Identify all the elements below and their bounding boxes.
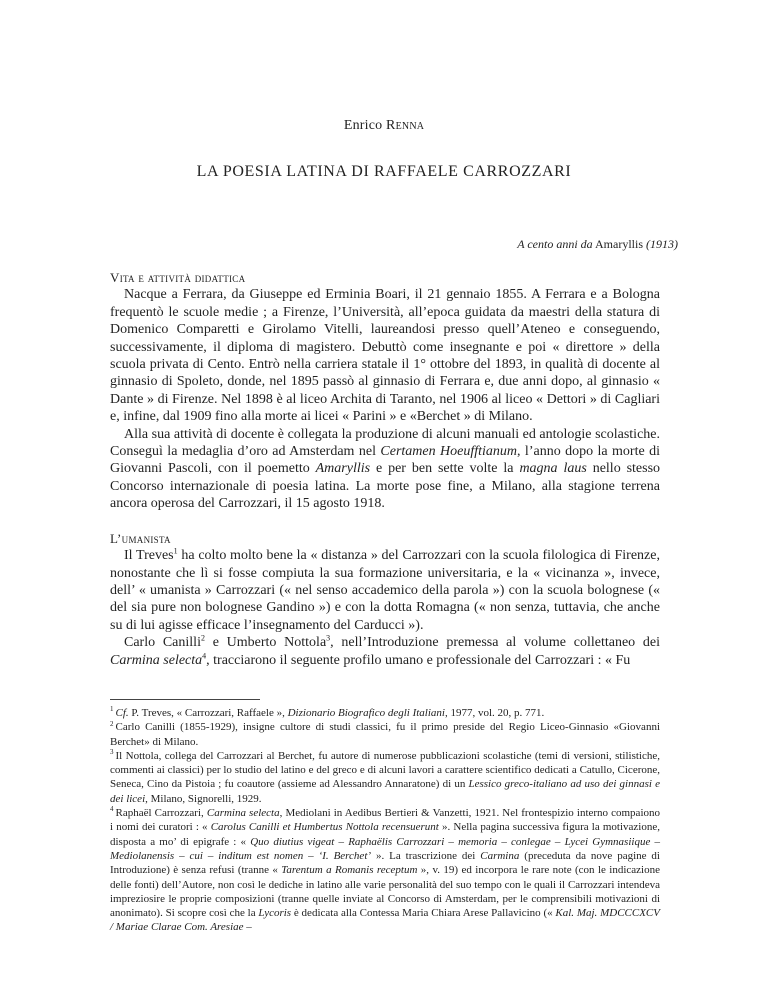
text-span: , Mediolani in Aedibus Bertieri & Vanzetti, 1921. Nel frontespizio interno compaiono i nomi dei curatori : «: [110, 807, 660, 834]
italic-span: Lycoris: [258, 907, 292, 920]
epigraph-prefix: A cento anni da: [517, 237, 593, 251]
italic-amaryllis: Amaryllis: [315, 461, 371, 477]
italic-span: Carmina selecta: [206, 807, 280, 820]
text-span: Alla sua attività di docente è collegata la produzione di alcuni manuali ed antologie scolastiche. Conseguì la medaglia d’oro ad Amsterdam nel: [110, 426, 660, 460]
epigraph-work: Amaryllis: [595, 237, 643, 251]
paragraph-umanista-1: [110, 547, 660, 634]
text-span: , nell’Introduzione premessa al volume collettaneo dei: [330, 635, 661, 651]
footnote-4: [110, 806, 660, 935]
article-title: LA POESIA LATINA DI RAFFAELE CARROZZARI: [196, 163, 572, 180]
footnote-2: [110, 720, 660, 749]
footnote-ref-4[interactable]: 4: [202, 650, 207, 660]
epigraph: [517, 237, 678, 252]
text-span: Carlo Canilli: [124, 635, 201, 651]
footnote-number: 1: [110, 705, 114, 714]
italic-span: Carolus Canilli et Humbertus Nottola recensuerunt: [210, 821, 439, 834]
author-first-name: Enrico: [343, 118, 383, 133]
italic-span: Quo diutius vigeat – Raphaëlis Carrozzari – memoria – conlegae – Lycei Gymnasiique – Mediolanensis – cui – inditum est nomen – ‘I. Berchet’: [110, 835, 660, 862]
footnote-number: 2: [110, 719, 114, 728]
footnotes: [110, 706, 660, 935]
footnote-ref-1[interactable]: 1: [173, 546, 178, 556]
footnote-number: 4: [110, 805, 114, 814]
italic-carmina-selecta: Carmina selecta: [110, 652, 203, 668]
text-span: e Umberto Nottola: [204, 635, 327, 651]
footnote-3: [110, 749, 660, 806]
article-body: [110, 269, 660, 669]
text-span: P. Treves, « Carrozzari, Raffaele »,: [128, 707, 288, 719]
text-span: Il Treves: [124, 548, 174, 564]
text-span: Il Nottola, collega del Carrozzari al Berchet, fu autore di numerose pubblicazioni scolastiche (temi di versioni, stilistiche, commenti ai classici) per lo studio del latino e del greco e di alcuni lavori a carattere scientifico dedicati a Catullo, Cicerone, Seneca, Cino da Pistoia ; fu coautore (assieme ad Alessandro Annaratone) di un: [110, 749, 660, 791]
section-heading-vita: Vita e attività didattica: [110, 270, 246, 285]
text-span: , 1977, vol. 20, p. 771.: [444, 707, 545, 719]
text-span: è dedicata alla Contessa Maria Chiara Arese Pallavicino («: [291, 907, 556, 920]
italic-span: Dizionario Biografico degli Italiani: [287, 707, 445, 719]
italic-magna-laus: magna laus: [519, 461, 587, 477]
text-span: , l’anno dopo la morte di Giovanni Pascoli, con il poemetto: [110, 444, 660, 477]
author-last-name: Renna: [386, 118, 425, 133]
footnote-divider: [110, 699, 260, 700]
italic-certamen: Certamen Hoeufftianum: [380, 444, 518, 460]
text-span: », v. 19) ed incorpora le rare note (con le indicazione delle fonti) dell’Autore, non così le dediche in latino alle varie personalità del suo tempo con le quali il Carrozzari intendeva impreziosire le proprie composizioni (tranne quelle inviate al Concorso di Amsterdam, per le comprensibili motivazioni di anonimato). Si scopre così che la: [110, 864, 660, 920]
footnote-ref-3[interactable]: 3: [326, 633, 331, 643]
text-span: e per ben sette volte la: [375, 461, 514, 477]
epigraph-year: (1913): [646, 237, 678, 251]
text-span: ha colto molto bene la « distanza » del Carrozzari con la scuola filologica di Firenze, nonostante che lì si fosse compiuta la sua formazione universitaria, e la « vicinanza », invece, dell’ « umanista » Carrozzari (« nel senso accademico della parola ») con la scuola bolognese (« del sia pure non bolognese Gandino ») e con la dotta Romagna (« non senza, tuttavia, che anche su di lui agisse efficace l’insegnamento del Carducci »).: [110, 548, 660, 633]
text-span: ». La trascrizione dei: [371, 849, 481, 862]
text-span: , Milano, Signorelli, 1929.: [145, 792, 262, 805]
footnote-ref-2[interactable]: 2: [200, 633, 205, 643]
footnote-number: 3: [110, 748, 114, 757]
text-span: Raphaël Carrozzari,: [115, 807, 207, 820]
text-span: , tracciarono il seguente profilo umano e professionale del Carrozzari : « Fu: [206, 652, 631, 668]
italic-span: Carmina: [480, 849, 520, 862]
text-span: Carlo Canilli (1855-1929), insigne cultore di studi classici, fu il primo preside del Regio Liceo-Ginnasio «Giovanni Berchet» di Milano.: [110, 721, 660, 748]
text-span: Cf.: [115, 707, 129, 719]
section-heading-umanista: L’umanista: [110, 530, 171, 546]
paragraph-vita-2: [110, 426, 660, 513]
text-span: (preceduta da nove pagine di Introduzione) è senza refusi (tranne «: [110, 849, 660, 877]
text-span: nello stesso Concorso internazionale di poesia latina. La morte pose fine, a Milano, alla stagione terrena ancora operosa del Carrozzari, il 15 agosto 1918.: [110, 461, 661, 512]
paragraph-vita-1: Nacque a Ferrara, da Giuseppe ed Erminia Boari, il 21 gennaio 1855. A Ferrara e a Bologna frequentò le scuole medie ; a Firenze, l’Università, all’epoca guidata da maestri della statura di Domenico Comparetti e Girolamo Vitelli, laureandosi presso quell’Ateneo e conseguendo, successivamente, il diploma di magistero. Debuttò come insegnante e poi « direttore » della scuola privata di Cento. Entrò nella carriera statale il 1° ottobre del 1893, in qualità di docente al ginnasio di Spoleto, donde, nel 1895 passò al ginnasio di Ferrara e, due anni dopo, al ginnasio « Dante » di Firenze. Nel 1898 è al liceo Archita di Taranto, nel 1906 al liceo « Dettori » di Cagliari e, infine, dal 1909 fino alla morte ai licei « Parini » e «Berchet » di Milano.: [110, 287, 660, 425]
italic-span: Tarentum a Romanis receptum: [281, 864, 418, 877]
author-line: [0, 118, 768, 134]
footnote-1: [110, 706, 660, 720]
italic-span: Kal. Maj. MDCCCXCV / Mariae Clarae Com. Aresiae –: [110, 907, 660, 934]
text-span: ». Nella pagina successiva figura la motivazione, disposta a mo’ di epigrafe : «: [110, 821, 660, 848]
paragraph-umanista-2: [110, 634, 660, 669]
italic-span: Lessico greco-italiano ad uso dei ginnasi e dei licei: [110, 778, 660, 805]
